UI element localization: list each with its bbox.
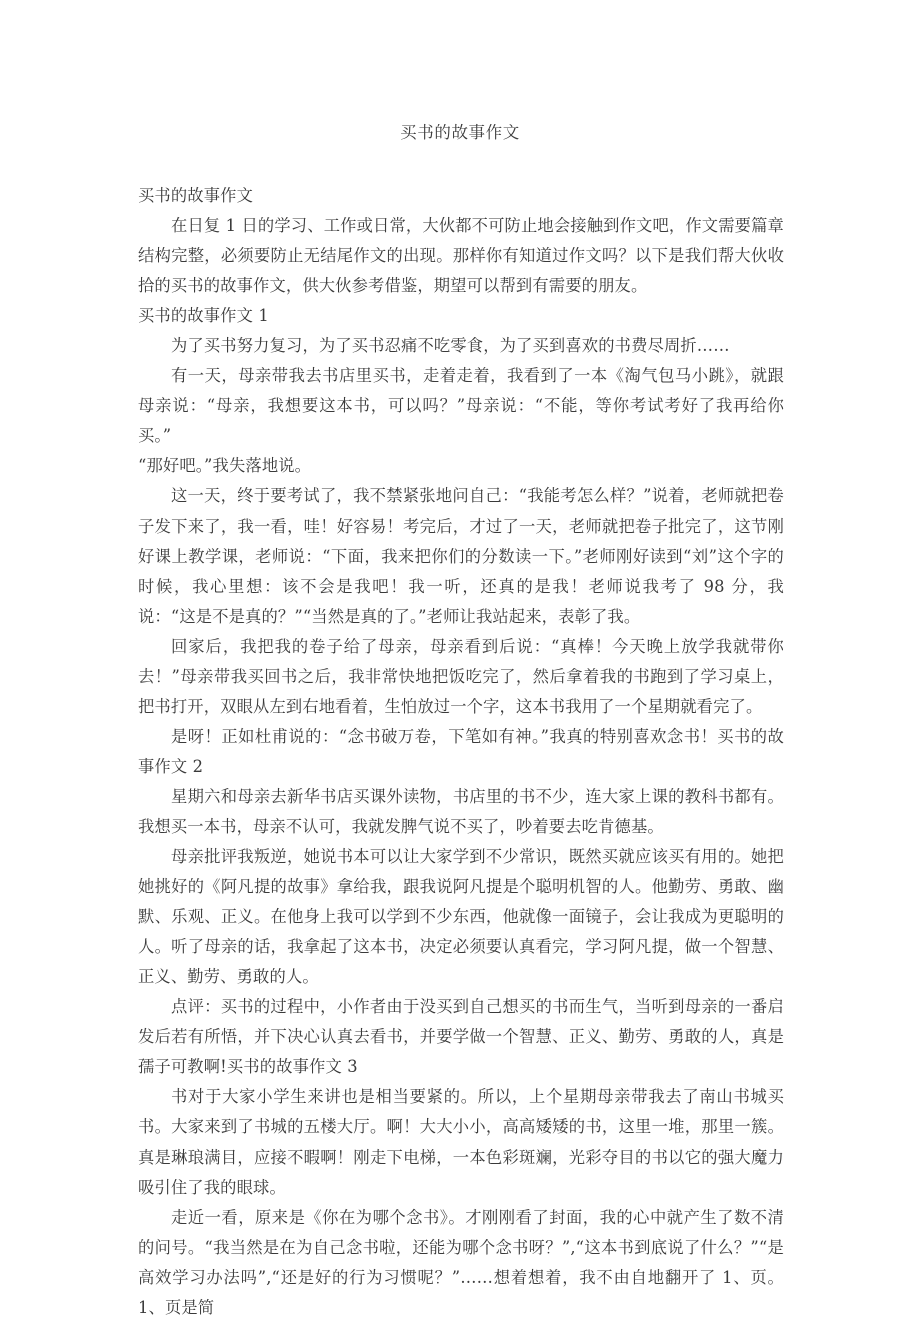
paragraph-essay1-p5: 回家后，我把我的卷子给了母亲，母亲看到后说：“真棒！今天晚上放学我就带你去！”母亲带我买回书之后，我非常快地把饭吃完了，然后拿着我的书跑到了学习桌上，把书打开，双眼从左到右地看着，生怕放过一个字，这本书我用了一个星期就看完了。 bbox=[138, 636, 784, 716]
paragraph-essay3-p2: 走近一看，原来是《你在为哪个念书》。才刚刚看了封面，我的心中就产生了数不清的问号。“我当然是在为自己念书啦，还能为哪个念书呀？”,“这本书到底说了什么？”“是高效学习办法吗”,“还是好的行为习惯呢？”……想着想着，我不由自地翻开了 1、页。1、页是简 bbox=[138, 1207, 784, 1317]
paragraph-essay2-p2: 母亲批评我叛逆，她说书本可以让大家学到不少常识，既然买就应该买有用的。她把她挑好的《阿凡提的故事》拿给我，跟我说阿凡提是个聪明机智的人。他勤劳、勇敢、幽默、乐观、正义。在他身上我可以学到不少东西，他就像一面镜子，会让我成为更聪明的人。听了母亲的话，我拿起了这本书，决定必须要认真看完，学习阿凡提，做一个智慧、正义、勤劳、勇敢的人。 bbox=[138, 847, 784, 987]
paragraph-essay1-p1: 为了买书努力复习，为了买书忍痛不吃零食，为了买到喜欢的书费尽周折…… bbox=[171, 336, 730, 356]
paragraph-intro: 在日复 1 日的学习、工作或日常，大伙都不可防止地会接触到作文吧，作文需要篇章结构完整，必须要防止无结尾作文的出现。那样你有知道过作文吗？以下是我们帮大伙收拾的买书的故事作文，供大伙参考借鉴，期望可以帮到有需要的朋友。 bbox=[138, 216, 784, 296]
paragraph-essay2-p1: 星期六和母亲去新华书店买课外读物，书店里的书不少，连大家上课的教科书都有。我想买一本书，母亲不认可，我就发脾气说不买了，吵着要去吃肯德基。 bbox=[138, 786, 784, 836]
paragraph-essay3-p1: 书对于大家小学生来讲也是相当要紧的。所以，上个星期母亲带我去了南山书城买书。大家来到了书城的五楼大厅。啊！大大小小，高高矮矮的书，这里一堆，那里一簇。真是琳琅满目，应接不暇啊！刚走下电梯，一本色彩斑斓，光彩夺目的书以它的强大魔力吸引住了我的眼球。 bbox=[138, 1087, 784, 1197]
paragraph-essay1-p4: 这一天，终于要考试了，我不禁紧张地问自己：“我能考怎么样？”说着，老师就把卷子发下来了，我一看，哇！好容易！考完后，才过了一天，老师就把卷子批完了，这节刚好课上教学课，老师说：“下面，我来把你们的分数读一下。”老师刚好读到“刘”这个字的时候，我心里想：该不会是我吧！我一听，还真的是我！老师说我考了 98 分，我说：“这是不是真的？”“当然是真的了。”老师让我站起来，表彰了我。 bbox=[138, 486, 784, 626]
document-body bbox=[138, 181, 784, 1323]
paragraph-essay2-comment: 点评：买书的过程中，小作者由于没买到自己想买的书而生气，当听到母亲的一番启发后若有所悟，并下决心认真去看书，并要学做一个智慧、正义、勤劳、勇敢的人，真是孺子可教啊!买书的故事作文 3 bbox=[138, 997, 784, 1077]
paragraph-heading-main: 买书的故事作文 bbox=[138, 186, 254, 205]
paragraph-heading-essay-1: 买书的故事作文 1 bbox=[138, 306, 269, 326]
paragraph-essay1-p2: 有一天，母亲带我去书店里买书，走着走着，我看到了一本《淘气包马小跳》，就跟母亲说：“母亲，我想要这本书，可以吗？”母亲说：“不能，等你考试考好了我再给你买。” bbox=[138, 366, 784, 446]
paragraph-essay1-p3: “那好吧。”我失落地说。 bbox=[138, 456, 312, 476]
paragraph-essay1-p6: 是呀！正如杜甫说的：“念书破万卷，下笔如有神。”我真的特别喜欢念书！买书的故事作文 2 bbox=[138, 726, 784, 776]
page-title: 买书的故事作文 bbox=[400, 123, 520, 142]
